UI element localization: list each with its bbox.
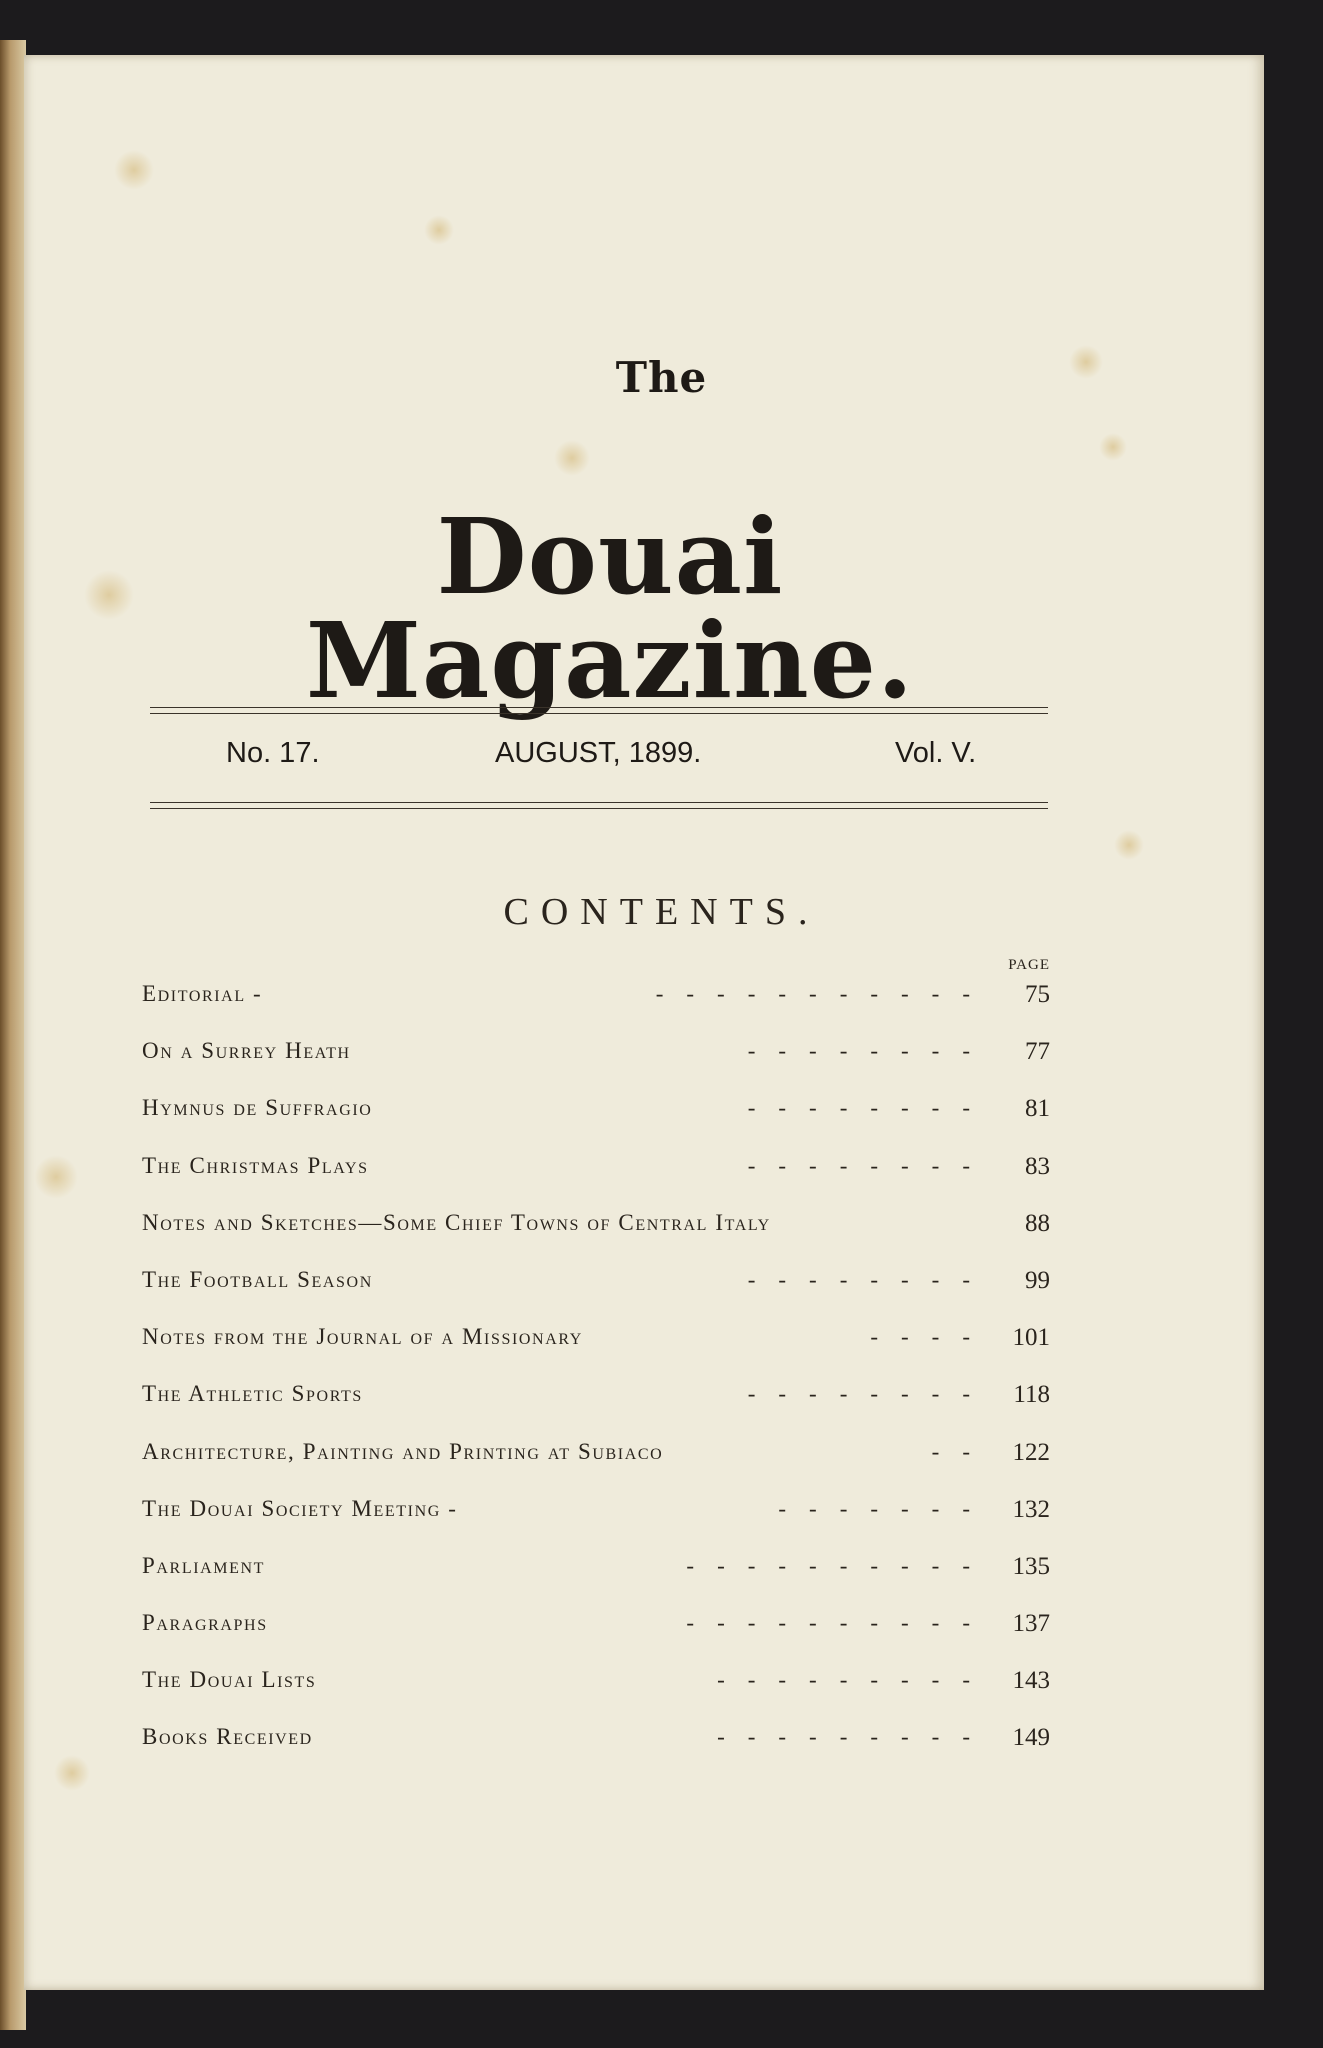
entry-title: Notes from the Journal of a Missionary — [142, 1324, 583, 1350]
contents-list — [142, 975, 1050, 1776]
leader-dashes: - - - - - - - - - - — [686, 1610, 970, 1636]
entry-page: 99 — [1025, 1266, 1050, 1294]
age-spot — [84, 570, 134, 620]
contents-entry — [142, 1375, 1050, 1432]
age-spot — [1099, 433, 1127, 461]
contents-entry — [142, 1261, 1050, 1318]
contents-entry — [142, 1204, 1050, 1261]
entry-page: 143 — [1012, 1667, 1050, 1695]
masthead-title: Douai Magazine. — [305, 495, 915, 722]
entry-title: The Christmas Plays — [142, 1152, 369, 1178]
leader-dashes: - - - - - - - - — [747, 1266, 970, 1292]
age-spot — [424, 215, 454, 245]
entry-title: Architecture, Painting and Printing at Subiaco — [142, 1438, 664, 1464]
entry-title: Paragraphs — [142, 1610, 268, 1636]
entry-title: Parliament — [142, 1552, 266, 1578]
contents-heading: CONTENTS. — [503, 891, 820, 933]
leader-dashes: - - — [931, 1438, 970, 1464]
age-spot — [1114, 830, 1144, 860]
leader-dashes: - - - - - - - - - - - — [655, 981, 970, 1006]
page-column-label: PAGE — [1008, 957, 1050, 973]
entry-title: The Douai Society Meeting - — [142, 1495, 458, 1521]
contents-entry — [142, 975, 1050, 1032]
age-spot — [34, 1155, 78, 1199]
contents-entry — [142, 1718, 1050, 1775]
top-rule — [150, 707, 1048, 708]
masthead-the: The — [615, 353, 708, 402]
leader-dashes: - - - - - - - - — [747, 1095, 970, 1121]
leader-dashes: - - - - - - - - - — [717, 1724, 970, 1750]
age-spot — [114, 150, 154, 190]
bottom-rule-inner — [150, 802, 1048, 803]
entry-page: 132 — [1012, 1495, 1050, 1523]
leader-dashes: - - - - - - - - - — [717, 1667, 970, 1693]
age-spot — [54, 1755, 90, 1791]
bottom-rule — [150, 808, 1048, 809]
leader-dashes: - - - - — [870, 1324, 970, 1350]
issue-number: No. 17. — [226, 737, 320, 769]
book-spine-edge — [0, 40, 26, 2030]
age-spot — [554, 440, 590, 476]
entry-page: 81 — [1025, 1095, 1050, 1123]
entry-title: On a Surrey Heath — [142, 1038, 351, 1064]
contents-entry — [142, 1147, 1050, 1204]
entry-page: 135 — [1012, 1552, 1050, 1580]
issue-line — [150, 737, 1048, 777]
entry-page: 88 — [1025, 1209, 1050, 1237]
contents-entry — [142, 1661, 1050, 1718]
entry-page: 149 — [1012, 1724, 1050, 1752]
leader-dashes: - - - - - - - - - - — [686, 1552, 970, 1578]
entry-page: 83 — [1025, 1152, 1050, 1180]
entry-title: The Football Season — [142, 1266, 373, 1292]
issue-volume: Vol. V. — [895, 737, 977, 769]
leader-dashes: - - - - - - - — [778, 1495, 970, 1521]
leader-dashes: - - - - - - - - — [747, 1381, 970, 1407]
contents-entry — [142, 1604, 1050, 1661]
contents-entry — [142, 1318, 1050, 1375]
contents-entry — [142, 1433, 1050, 1490]
contents-entry — [142, 1490, 1050, 1547]
entry-page: 118 — [1013, 1381, 1050, 1409]
entry-page: 137 — [1012, 1610, 1050, 1638]
leader-dashes: - - - - - - - - — [747, 1038, 970, 1064]
issue-date: AUGUST, 1899. — [495, 737, 702, 769]
entry-page: 77 — [1025, 1038, 1050, 1066]
leader-dashes: - - - - - - - - — [747, 1152, 970, 1178]
contents-entry — [142, 1089, 1050, 1146]
entry-page: 75 — [1025, 981, 1050, 1008]
contents-entry — [142, 1032, 1050, 1089]
entry-page: 122 — [1012, 1438, 1050, 1466]
entry-title: Hymnus de Suffragio — [142, 1095, 373, 1121]
entry-title: Notes and Sketches—Some Chief Towns of Central Italy — [142, 1209, 771, 1235]
entry-title: The Douai Lists — [142, 1667, 317, 1693]
entry-title: The Athletic Sports — [142, 1381, 363, 1407]
entry-title: Editorial - — [142, 981, 263, 1006]
top-rule-inner — [150, 713, 1048, 714]
entry-title: Books Received — [142, 1724, 313, 1750]
entry-page: 101 — [1012, 1324, 1050, 1352]
contents-entry — [142, 1547, 1050, 1604]
